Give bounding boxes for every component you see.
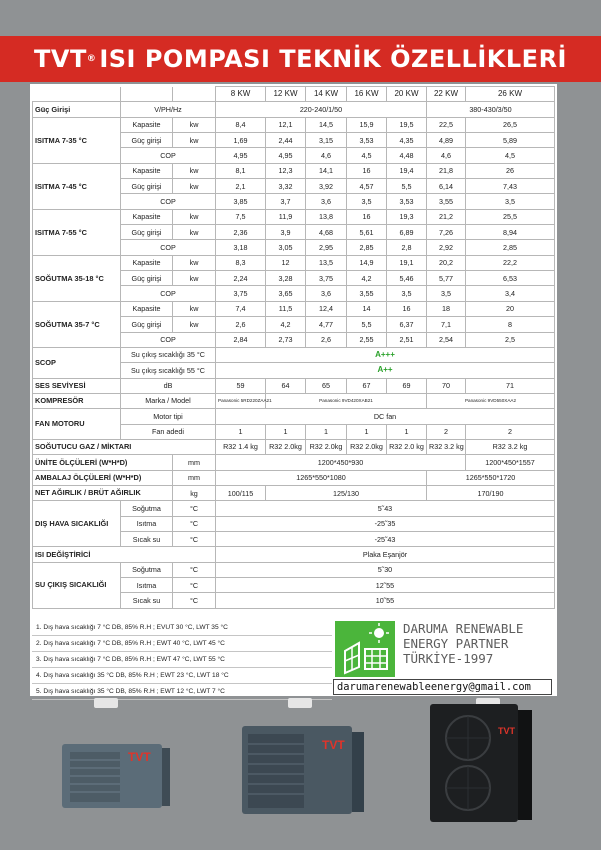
value-cell: 12˜55 xyxy=(216,578,555,593)
value-cell: 3,55 xyxy=(427,194,466,209)
value-cell: R32 2.0 kg xyxy=(387,439,427,454)
value-cell: 4,95 xyxy=(266,148,306,163)
value-cell: 3,75 xyxy=(306,271,347,286)
registered-mark: ® xyxy=(86,54,97,64)
heat-pump-unit-medium xyxy=(238,722,368,820)
value-cell: R32 2.0kg xyxy=(347,439,387,454)
value-cell: 71 xyxy=(466,378,555,393)
sound-row xyxy=(33,378,555,393)
value-cell: 1 xyxy=(216,424,266,439)
scop-row xyxy=(33,347,555,362)
value-cell: 70 xyxy=(427,378,466,393)
sub-label: Fan adedi xyxy=(121,424,216,439)
value-cell: 3,7 xyxy=(266,194,306,209)
value-cell: 65 xyxy=(306,378,347,393)
value-cell: R32 2.0kg xyxy=(266,439,306,454)
value-cell: 380-430/3/50 xyxy=(427,102,555,117)
value-cell: 8,94 xyxy=(466,225,555,240)
row-label: FAN MOTORU xyxy=(33,409,121,440)
unit-cell: V/PH/Hz xyxy=(121,102,216,117)
value-cell: 3,32 xyxy=(266,179,306,194)
value-cell: 4,68 xyxy=(306,225,347,240)
pack-dim-row xyxy=(33,470,555,485)
value-cell: 2,8 xyxy=(387,240,427,255)
capacity-row xyxy=(33,163,555,178)
row-label: SOĞUTMA 35-18 °C xyxy=(33,255,121,301)
row-label: KOMPRESÖR xyxy=(33,393,121,408)
value-cell: 4,2 xyxy=(347,271,387,286)
value-cell: R32 1.4 kg xyxy=(216,439,266,454)
sub-label: Güç girişi xyxy=(121,179,173,194)
value-cell: 2,36 xyxy=(216,225,266,240)
spotlight-icon xyxy=(288,698,312,708)
value-cell: 19,3 xyxy=(387,209,427,224)
unit-cell: kw xyxy=(173,317,216,332)
ambient-row xyxy=(33,501,555,516)
value-cell: 7,1 xyxy=(427,317,466,332)
capacity-row xyxy=(33,209,555,224)
row-label: SOĞUTUCU GAZ / MİKTARI xyxy=(33,439,216,454)
capacity-row xyxy=(33,301,555,316)
footnote: 4. Dış hava sıcaklığı 35 °C DB, 85% R.H ; EWT 23 °C, LWT 18 °C xyxy=(32,668,332,684)
value-cell: 3,53 xyxy=(347,133,387,148)
value-cell: 3,6 xyxy=(306,286,347,301)
value-cell: 7,5 xyxy=(216,209,266,224)
value-cell: 3,5 xyxy=(347,194,387,209)
value-cell: 2,54 xyxy=(427,332,466,347)
value-cell: 2,6 xyxy=(306,332,347,347)
row-label: ISI DEĞİŞTİRİCİ xyxy=(33,547,216,562)
value-cell: 16 xyxy=(347,209,387,224)
value-cell: 4,35 xyxy=(387,133,427,148)
value-cell: 5,5 xyxy=(387,179,427,194)
value-cell: 1 xyxy=(306,424,347,439)
value-cell: 12,4 xyxy=(306,301,347,316)
spotlight-icon xyxy=(94,698,118,708)
value-cell: 1 xyxy=(387,424,427,439)
value-cell: 3,5 xyxy=(466,194,555,209)
value-cell: 19,5 xyxy=(387,117,427,132)
value-cell: 4,5 xyxy=(347,148,387,163)
value-cell: Panasonic 9VD420XAB21 xyxy=(266,393,427,408)
value-cell: 3,75 xyxy=(216,286,266,301)
unit-cell: dB xyxy=(121,378,216,393)
solar-logo-icon xyxy=(335,621,395,677)
value-cell: R32 3.2 kg xyxy=(466,439,555,454)
sub-label: Motor tipi xyxy=(121,409,216,424)
partner-line: TÜRKİYE-1997 xyxy=(403,651,494,666)
value-cell: 220-240/1/50 xyxy=(216,102,427,117)
unit-brand-label: TVT xyxy=(128,750,151,764)
unit-cell: kw xyxy=(173,117,216,132)
value-cell: 19,1 xyxy=(387,255,427,270)
value-cell: 12,3 xyxy=(266,163,306,178)
value-cell: 2,51 xyxy=(387,332,427,347)
footnote: 5. Dış hava sıcaklığı 35 °C DB, 85% R.H ; EWT 12 °C, LWT 7 °C xyxy=(32,684,332,700)
value-cell: 14 xyxy=(347,301,387,316)
row-label: SU ÇIKIŞ SICAKLIĞI xyxy=(33,562,121,608)
value-cell: 18 xyxy=(427,301,466,316)
value-cell: 2,55 xyxy=(347,332,387,347)
value-cell: 2,85 xyxy=(466,240,555,255)
partner-line: ENERGY PARTNER xyxy=(403,636,509,651)
value-cell: 20,2 xyxy=(427,255,466,270)
value-cell: 2,24 xyxy=(216,271,266,286)
value-cell: 4,5 xyxy=(466,148,555,163)
unit-cell: kw xyxy=(173,209,216,224)
value-cell: 2,85 xyxy=(347,240,387,255)
value-cell: 1,69 xyxy=(216,133,266,148)
sub-label: Su çıkış sıcaklığı 55 °C xyxy=(121,363,216,378)
capacity-row xyxy=(33,117,555,132)
value-cell: 3,28 xyxy=(266,271,306,286)
row-label: AMBALAJ ÖLÇÜLERİ (W*H*D) xyxy=(33,470,173,485)
model-header: 20 KW xyxy=(387,87,427,102)
unit-cell: °C xyxy=(173,593,216,608)
sub-label: Kapasite xyxy=(121,209,173,224)
value-cell: 19,4 xyxy=(387,163,427,178)
value-cell: 4,6 xyxy=(306,148,347,163)
unit-cell: kw xyxy=(173,225,216,240)
value-cell: 3,6 xyxy=(306,194,347,209)
value-cell: 5˜43 xyxy=(216,501,555,516)
value-cell: 4,2 xyxy=(266,317,306,332)
value-cell: Panasonic 9VD550XAA2 xyxy=(427,393,555,408)
heat-pump-unit-large xyxy=(428,702,536,824)
value-cell: 3,55 xyxy=(347,286,387,301)
value-cell: 7,43 xyxy=(466,179,555,194)
unit-cell: kw xyxy=(173,301,216,316)
value-cell: 125/130 xyxy=(266,485,427,500)
header-blank xyxy=(33,87,121,102)
unit-cell: °C xyxy=(173,531,216,546)
sub-label: Sıcak su xyxy=(121,531,173,546)
row-label: Güç Girişi xyxy=(33,102,121,117)
sub-label: COP xyxy=(121,286,216,301)
value-cell: 1200*450*1557 xyxy=(466,455,555,470)
value-cell: 8,4 xyxy=(216,117,266,132)
sub-label: COP xyxy=(121,148,216,163)
value-cell: 100/115 xyxy=(216,485,266,500)
model-header: 8 KW xyxy=(216,87,266,102)
value-cell: 5,5 xyxy=(347,317,387,332)
unit-cell: °C xyxy=(173,501,216,516)
value-cell: 4,57 xyxy=(347,179,387,194)
value-cell: 2,1 xyxy=(216,179,266,194)
value-cell: 67 xyxy=(347,378,387,393)
sub-label: Kapasite xyxy=(121,255,173,270)
unit-cell: kw xyxy=(173,255,216,270)
footnote: 2. Dış hava sıcaklığı 7 °C DB, 85% R.H ; EWT 40 °C, LWT 45 °C xyxy=(32,636,332,652)
value-cell: 14,9 xyxy=(347,255,387,270)
sub-label: Güç girişi xyxy=(121,271,173,286)
value-cell: 2 xyxy=(427,424,466,439)
value-cell: 1 xyxy=(266,424,306,439)
value-cell: 6,14 xyxy=(427,179,466,194)
value-cell: 26 xyxy=(466,163,555,178)
value-cell: 5,61 xyxy=(347,225,387,240)
value-cell: 3,92 xyxy=(306,179,347,194)
value-cell: Panasonic 5RD220ZAA21 xyxy=(216,393,266,408)
value-cell: 1 xyxy=(347,424,387,439)
row-label: DIŞ HAVA SICAKLIĞI xyxy=(33,501,121,547)
unit-cell: °C xyxy=(173,516,216,531)
row-label: ISITMA 7-45 °C xyxy=(33,163,121,209)
page-title: ISI POMPASI TEKNİK ÖZELLİKLERİ xyxy=(99,45,567,73)
value-cell: 1265*550*1080 xyxy=(216,470,427,485)
value-cell: 4,77 xyxy=(306,317,347,332)
unit-dim-row xyxy=(33,455,555,470)
footnote: 3. Dış hava sıcaklığı 7 °C DB, 85% R.H ; EWT 47 °C, LWT 55 °C xyxy=(32,652,332,668)
value-cell: 15,9 xyxy=(347,117,387,132)
value-cell: 11,5 xyxy=(266,301,306,316)
energy-class: A++ xyxy=(216,363,555,378)
value-cell: 1200*450*930 xyxy=(216,455,466,470)
value-cell: 25,5 xyxy=(466,209,555,224)
value-cell: 3,05 xyxy=(266,240,306,255)
value-cell: 22,5 xyxy=(427,117,466,132)
value-cell: 7,26 xyxy=(427,225,466,240)
value-cell: 22,2 xyxy=(466,255,555,270)
value-cell: 2,73 xyxy=(266,332,306,347)
sub-label: COP xyxy=(121,194,216,209)
footnote: 1. Dış hava sıcaklığı 7 °C DB, 85% R.H ; EVUT 30 °C, LWT 35 °C xyxy=(32,620,332,636)
unit-brand-label: TVT xyxy=(322,738,345,752)
partner-text xyxy=(403,621,548,666)
header-row xyxy=(33,87,555,102)
partner-promo xyxy=(333,617,551,695)
value-cell: 14,5 xyxy=(306,117,347,132)
spec-table xyxy=(32,86,555,609)
value-cell: 64 xyxy=(266,378,306,393)
value-cell: 2,5 xyxy=(466,332,555,347)
value-cell: 4,6 xyxy=(427,148,466,163)
value-cell: R32 2.0kg xyxy=(306,439,347,454)
sub-label: Kapasite xyxy=(121,117,173,132)
value-cell: 20 xyxy=(466,301,555,316)
model-header: 14 KW xyxy=(306,87,347,102)
unit-cell: kw xyxy=(173,271,216,286)
sub-label: Marka / Model xyxy=(121,393,216,408)
energy-class: A+++ xyxy=(216,347,555,362)
value-cell: 10˜55 xyxy=(216,593,555,608)
header-blank xyxy=(121,87,173,102)
value-cell: 5,77 xyxy=(427,271,466,286)
value-cell: DC fan xyxy=(216,409,555,424)
value-cell: 11,9 xyxy=(266,209,306,224)
sub-label: COP xyxy=(121,332,216,347)
value-cell: 5,46 xyxy=(387,271,427,286)
row-label: SES SEVİYESİ xyxy=(33,378,121,393)
value-cell: 8,1 xyxy=(216,163,266,178)
unit-brand-label: TVT xyxy=(498,726,515,736)
sub-label: COP xyxy=(121,240,216,255)
value-cell: 4,89 xyxy=(427,133,466,148)
value-cell: 3,4 xyxy=(466,286,555,301)
weight-row xyxy=(33,485,555,500)
sub-label: Kapasite xyxy=(121,301,173,316)
value-cell: -25˜35 xyxy=(216,516,555,531)
value-cell: 12 xyxy=(266,255,306,270)
unit-cell: °C xyxy=(173,562,216,577)
compressor-row xyxy=(33,393,555,408)
header-blank xyxy=(173,87,216,102)
value-cell: 14,1 xyxy=(306,163,347,178)
value-cell: Plaka Eşanjör xyxy=(216,547,555,562)
value-cell: -25˜43 xyxy=(216,531,555,546)
water-out-row xyxy=(33,562,555,577)
footnotes xyxy=(32,620,332,700)
unit-cell: mm xyxy=(173,470,216,485)
value-cell: 2,92 xyxy=(427,240,466,255)
model-header: 12 KW xyxy=(266,87,306,102)
value-cell: 3,65 xyxy=(266,286,306,301)
value-cell: 2,84 xyxy=(216,332,266,347)
value-cell: 2 xyxy=(466,424,555,439)
power-input-row xyxy=(33,102,555,117)
unit-cell: kg xyxy=(173,485,216,500)
contact-email[interactable]: darumarenewableenergy@gmail.com xyxy=(333,679,552,695)
value-cell: 6,89 xyxy=(387,225,427,240)
row-label: ISITMA 7-35 °C xyxy=(33,117,121,163)
value-cell: 3,5 xyxy=(427,286,466,301)
sub-label: Isıtma xyxy=(121,516,173,531)
model-header: 26 KW xyxy=(466,87,555,102)
sub-label: Güç girişi xyxy=(121,225,173,240)
value-cell: 21,8 xyxy=(427,163,466,178)
value-cell: 7,4 xyxy=(216,301,266,316)
row-label: SCOP xyxy=(33,347,121,378)
row-label: ÜNİTE ÖLÇÜLERİ (W*H*D) xyxy=(33,455,173,470)
fan-type-row xyxy=(33,409,555,424)
value-cell: R32 3.2 kg xyxy=(427,439,466,454)
sub-label: Soğutma xyxy=(121,501,173,516)
unit-cell: kw xyxy=(173,163,216,178)
value-cell: 59 xyxy=(216,378,266,393)
value-cell: 13,5 xyxy=(306,255,347,270)
unit-cell: kw xyxy=(173,133,216,148)
value-cell: 2,44 xyxy=(266,133,306,148)
value-cell: 3,5 xyxy=(387,286,427,301)
sub-label: Sıcak su xyxy=(121,593,173,608)
unit-cell: °C xyxy=(173,578,216,593)
row-label: SOĞUTMA 35-7 °C xyxy=(33,301,121,347)
value-cell: 16 xyxy=(387,301,427,316)
value-cell: 2,6 xyxy=(216,317,266,332)
value-cell: 6,37 xyxy=(387,317,427,332)
heat-pump-unit-small xyxy=(62,740,172,812)
value-cell: 1265*550*1720 xyxy=(427,470,555,485)
value-cell: 3,53 xyxy=(387,194,427,209)
value-cell: 5,89 xyxy=(466,133,555,148)
row-label: ISITMA 7-55 °C xyxy=(33,209,121,255)
value-cell: 3,85 xyxy=(216,194,266,209)
value-cell: 13,8 xyxy=(306,209,347,224)
row-label: NET AĞIRLIK / BRÜT AĞIRLIK xyxy=(33,485,173,500)
value-cell: 21,2 xyxy=(427,209,466,224)
sub-label: Güç girişi xyxy=(121,317,173,332)
sub-label: Su çıkış sıcaklığı 35 °C xyxy=(121,347,216,362)
sub-label: Kapasite xyxy=(121,163,173,178)
value-cell: 3,15 xyxy=(306,133,347,148)
sub-label: Güç girişi xyxy=(121,133,173,148)
value-cell: 26,5 xyxy=(466,117,555,132)
value-cell: 3,9 xyxy=(266,225,306,240)
model-header: 16 KW xyxy=(347,87,387,102)
title-banner xyxy=(0,36,601,82)
partner-line: DARUMA RENEWABLE xyxy=(403,621,524,636)
value-cell: 16 xyxy=(347,163,387,178)
sub-label: Soğutma xyxy=(121,562,173,577)
capacity-row xyxy=(33,255,555,270)
value-cell: 5˜30 xyxy=(216,562,555,577)
sub-label: Isıtma xyxy=(121,578,173,593)
value-cell: 8,3 xyxy=(216,255,266,270)
value-cell: 69 xyxy=(387,378,427,393)
unit-cell: kw xyxy=(173,179,216,194)
value-cell: 12,1 xyxy=(266,117,306,132)
value-cell: 170/190 xyxy=(427,485,555,500)
model-header: 22 KW xyxy=(427,87,466,102)
value-cell: 4,48 xyxy=(387,148,427,163)
exchanger-row xyxy=(33,547,555,562)
value-cell: 8 xyxy=(466,317,555,332)
value-cell: 4,95 xyxy=(216,148,266,163)
value-cell: 2,95 xyxy=(306,240,347,255)
unit-cell: mm xyxy=(173,455,216,470)
value-cell: 3,18 xyxy=(216,240,266,255)
brand-name: TVT xyxy=(34,45,87,73)
value-cell: 6,53 xyxy=(466,271,555,286)
refrigerant-row xyxy=(33,439,555,454)
